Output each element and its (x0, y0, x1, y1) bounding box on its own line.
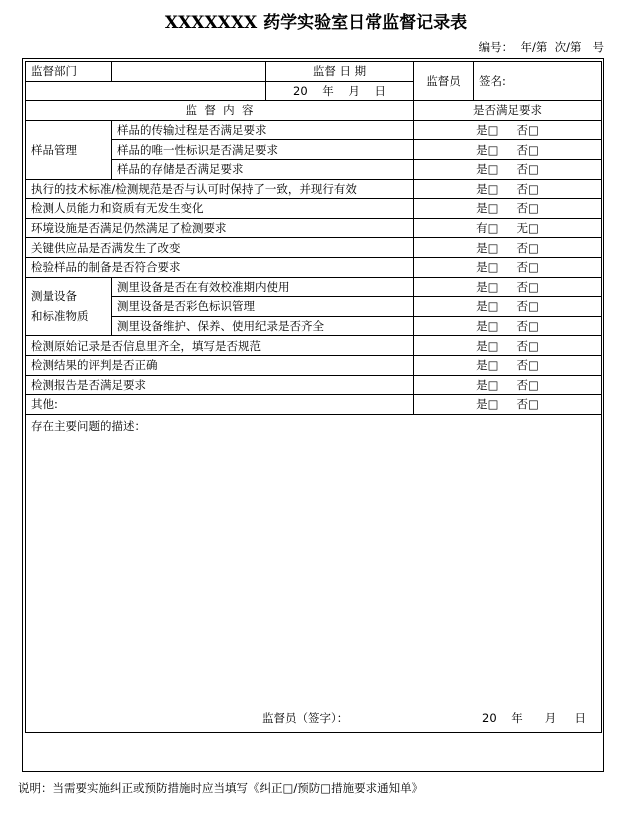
yes-option[interactable]: 是□ (476, 123, 499, 138)
no-option[interactable]: 否□ (516, 260, 539, 275)
yes-option[interactable]: 是□ (476, 260, 499, 275)
no-option[interactable]: 否□ (516, 279, 539, 294)
signature-date[interactable]: 20 年 月 日 (482, 710, 586, 725)
supervisor-label: 监督员 (414, 62, 474, 101)
no-option[interactable]: 否□ (516, 201, 539, 216)
no-option[interactable]: 否□ (516, 240, 539, 255)
no-option[interactable]: 否□ (516, 299, 539, 314)
yes-no-checkbox[interactable] (414, 297, 602, 317)
yes-option[interactable]: 是□ (476, 181, 499, 196)
meets-header: 是否满足要求 (414, 101, 602, 121)
dept-value[interactable] (112, 62, 266, 82)
table-row (26, 297, 602, 317)
yes-no-checkbox[interactable] (414, 375, 602, 395)
yes-no-checkbox[interactable] (414, 159, 602, 179)
yes-option[interactable]: 是□ (476, 377, 499, 392)
no-option[interactable]: 否□ (516, 181, 539, 196)
item-text: 其他: (26, 395, 414, 415)
yes-no-checkbox[interactable] (414, 140, 602, 160)
problems-area[interactable] (26, 414, 602, 732)
item-text: 样品的唯一性标识是否满足要求 (112, 140, 414, 160)
yes-option[interactable]: 是□ (476, 142, 499, 157)
no-option[interactable]: 否□ (516, 397, 539, 412)
yes-option[interactable]: 是□ (476, 240, 499, 255)
item-text: 样品的传输过程是否满足要求 (112, 120, 414, 140)
no-option[interactable]: 无□ (516, 221, 539, 236)
item-text: 检测原始记录是否信息里齐全，填写是否规范 (26, 336, 414, 356)
table-row (26, 179, 602, 199)
yes-option[interactable]: 是□ (476, 201, 499, 216)
no-option[interactable]: 否□ (516, 338, 539, 353)
yes-option[interactable]: 是□ (476, 338, 499, 353)
item-text: 检测人员能力和资质有无发生变化 (26, 199, 414, 219)
item-text: 检验样品的制备是否符合要求 (26, 257, 414, 277)
item-text: 检测结果的评判是否正确 (26, 355, 414, 375)
serial-number: 编号： 年/第 次/第 号 (478, 40, 604, 54)
yes-no-checkbox[interactable] (414, 277, 602, 297)
group-sample-management: 样品管理 (26, 120, 112, 179)
date-value[interactable]: 20 年 月 日 (266, 81, 414, 101)
signature-label: 监督员（签字）： (262, 710, 349, 725)
yes-no-checkbox[interactable] (414, 199, 602, 219)
yes-no-checkbox[interactable] (414, 257, 602, 277)
yes-no-checkbox[interactable] (414, 395, 602, 415)
problems-label: 存在主要问题的描述： (31, 418, 146, 433)
item-text: 测里设备维护、保养、使用纪录是否齐全 (112, 316, 414, 336)
yes-option[interactable]: 有□ (476, 221, 499, 236)
supervision-record-table (25, 61, 602, 733)
item-text: 执行的技术标准/检测规范是否与认可时保持了一致，并现行有效 (26, 179, 414, 199)
table-row (26, 238, 602, 258)
table-row (26, 336, 602, 356)
dept-extra[interactable] (26, 81, 266, 101)
date-label: 监督 日 期 (266, 62, 414, 82)
table-row (26, 140, 602, 160)
table-row (26, 120, 602, 140)
footer-note: 说明：当需要实施纠正或预防措施时应当填写《纠正□/预防□措施要求通知单》 (18, 781, 424, 795)
table-row (26, 199, 602, 219)
yes-option[interactable]: 是□ (476, 162, 499, 177)
table-row (26, 375, 602, 395)
group-equipment: 测量设备 和标准物质 (26, 277, 112, 336)
item-text: 样品的存储是否满足要求 (112, 159, 414, 179)
no-option[interactable]: 否□ (516, 142, 539, 157)
table-row (26, 257, 602, 277)
no-option[interactable]: 否□ (516, 377, 539, 392)
yes-no-checkbox[interactable] (414, 336, 602, 356)
table-row (26, 159, 602, 179)
table-row (26, 218, 602, 238)
no-option[interactable]: 否□ (516, 319, 539, 334)
item-text: 环境设施是否满足仍然满足了检测要求 (26, 218, 414, 238)
item-text: 检测报告是否满足要求 (26, 375, 414, 395)
yes-no-checkbox[interactable] (414, 179, 602, 199)
item-text: 测里设备是否彩色标识管理 (112, 297, 414, 317)
no-option[interactable]: 否□ (516, 162, 539, 177)
yes-option[interactable]: 是□ (476, 397, 499, 412)
header-row-1 (26, 62, 602, 82)
dept-label: 监督部门 (26, 62, 112, 82)
item-text: 测里设备是否在有效校准期内使用 (112, 277, 414, 297)
no-option[interactable]: 否□ (516, 123, 539, 138)
yes-no-checkbox[interactable] (414, 120, 602, 140)
yes-option[interactable]: 是□ (476, 358, 499, 373)
table-row (26, 316, 602, 336)
yes-option[interactable]: 是□ (476, 279, 499, 294)
content-header: 监 督 内 容 (26, 101, 414, 121)
form-title: XXXXXXX 药学实验室日常监督记录表 (164, 13, 468, 33)
yes-no-checkbox[interactable] (414, 218, 602, 238)
yes-option[interactable]: 是□ (476, 299, 499, 314)
table-row (26, 395, 602, 415)
yes-no-checkbox[interactable] (414, 316, 602, 336)
no-option[interactable]: 否□ (516, 358, 539, 373)
table-row (26, 355, 602, 375)
table-row (26, 277, 602, 297)
item-text: 关键供应品是否满发生了改变 (26, 238, 414, 258)
yes-no-checkbox[interactable] (414, 238, 602, 258)
yes-option[interactable]: 是□ (476, 319, 499, 334)
yes-no-checkbox[interactable] (414, 355, 602, 375)
problems-row (26, 414, 602, 732)
column-header-row (26, 101, 602, 121)
sign-field[interactable]: 签名: (474, 62, 602, 101)
